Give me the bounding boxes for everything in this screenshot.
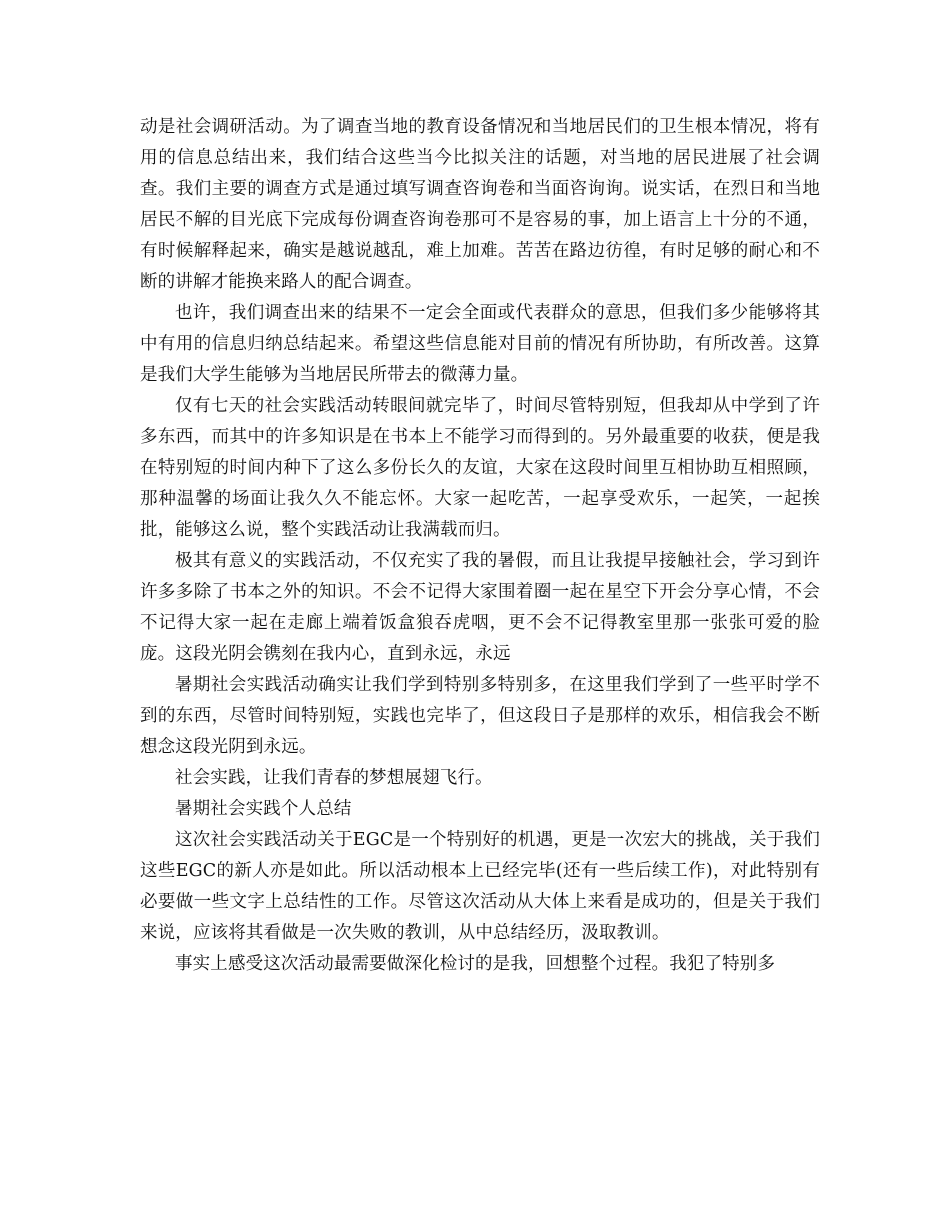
paragraph: 也许，我们调查出来的结果不一定会全面或代表群众的意思，但我们多少能够将其中有用的信息归纳总结起来。希望这些信息能对目前的情况有所协助，有所改善。这算是我们大学生能够为当地居民所带去的微薄力量。 (140, 303, 820, 385)
paragraph: 这次社会实践活动关于EGC是一个特别好的机遇，更是一次宏大的挑战，关于我们这些EGC的新人亦是如此。所以活动根本上已经完毕(还有一些后续工作)，对此特别有必要做一些文字上总结性的工作。尽管这次活动从大体上来看是成功的，但是关于我们来说，应该将其看做是一次失败的教训，从中总结经历，汲取教训。 (140, 830, 820, 943)
paragraph: 极其有意义的实践活动，不仅充实了我的暑假，而且让我提早接触社会，学习到许许多多除了书本之外的知识。不会不记得大家围着圈一起在星空下开会分享心情，不会不记得大家一起在走廊上端着饭盒狼吞虎咽，更不会不记得教室里那一张张可爱的脸庞。这段光阴会镌刻在我内心，直到永远，永远 (140, 551, 820, 664)
paragraph-continuation: 动是社会调研活动。为了调查当地的教育设备情况和当地居民们的卫生根本情况，将有用的信息总结出来，我们结合这些当今比拟关注的话题，对当地的居民进展了社会调查。我们主要的调查方式是通过填写调查咨询卷和当面咨询询。说实话，在烈日和当地居民不解的目光底下完成每份调查咨询卷那可不是容易的事，加上语言上十分的不通，有时候解释起来，确实是越说越乱，难上加难。苦苦在路边彷徨，有时足够的耐心和不断的讲解才能换来路人的配合调查。 (140, 117, 820, 292)
paragraph: 暑期社会实践活动确实让我们学到特别多特别多，在这里我们学到了一些平时学不到的东西，尽管时间特别短，实践也完毕了，但这段日子是那样的欢乐，相信我会不断想念这段光阴到永远。 (140, 675, 820, 757)
paragraph-truncated: 事实上感受这次活动最需要做深化检讨的是我，回想整个过程。我犯了特别多 (175, 954, 776, 974)
paragraph: 仅有七天的社会实践活动转眼间就完毕了，时间尽管特别短，但我却从中学到了许多东西，而其中的许多知识是在书本上不能学习而得到的。另外最重要的收获，便是我在特别短的时间内种下了这么多份长久的友谊，大家在这段时间里互相协助互相照顾，那种温馨的场面让我久久不能忘怀。大家一起吃苦，一起享受欢乐，一起笑，一起挨批，能够这么说，整个实践活动让我满载而归。 (140, 396, 820, 540)
document-body (140, 112, 820, 980)
paragraph: 社会实践，让我们青春的梦想展翅飞行。 (175, 768, 493, 788)
section-heading: 暑期社会实践个人总结 (175, 799, 352, 819)
